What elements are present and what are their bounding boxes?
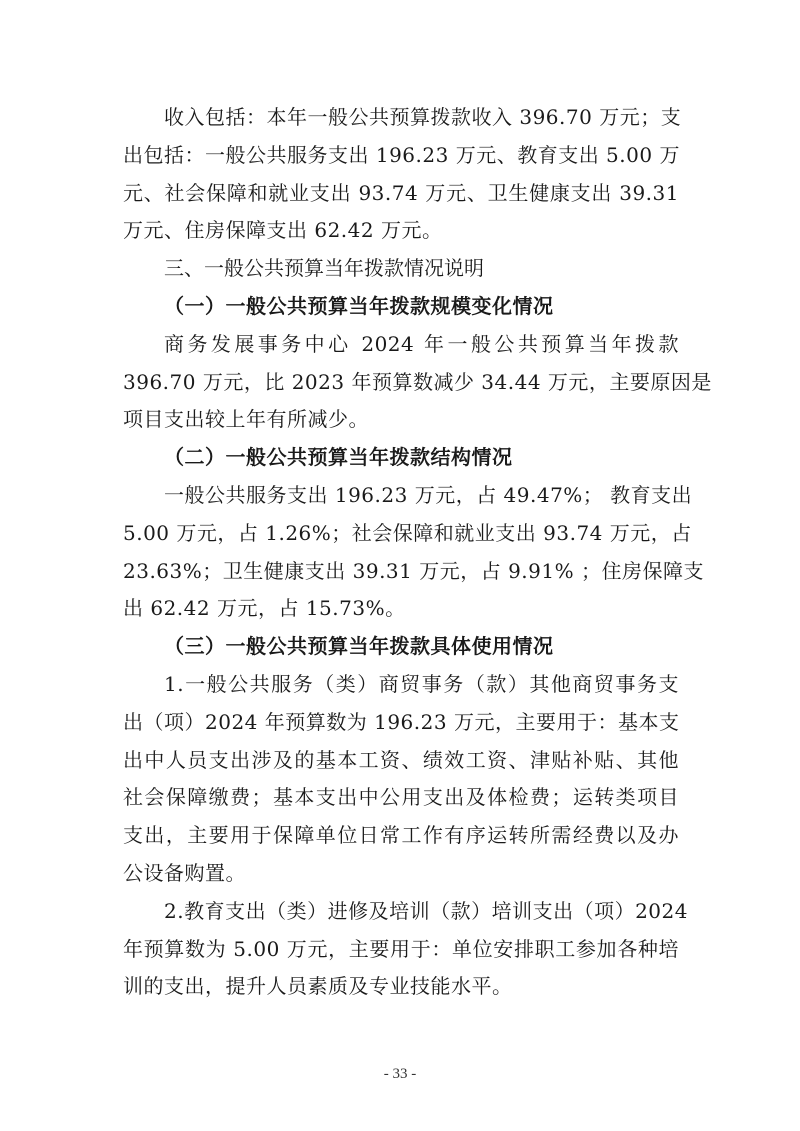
- section-heading-3: 三、一般公共预算当年拨款情况说明: [164, 256, 484, 281]
- paragraph-item1-line-4: 社会保障缴费；基本支出中公用支出及体检费；运转类项目: [123, 785, 679, 810]
- paragraph-item1-line-1: 1.一般公共服务（类）商贸事务（款）其他商贸事务支: [164, 671, 679, 696]
- paragraph-structure-line-2: 5.00 万元，占 1.26%；社会保障和就业支出 93.74 万元，占: [123, 520, 692, 545]
- subsection-heading-3: （三）一般公共预算当年拨款具体使用情况: [164, 634, 554, 659]
- paragraph-structure-line-3: 23.63%；卫生健康支出 39.31 万元，占 9.91% ；住房保障支: [123, 558, 704, 583]
- paragraph-item1-line-6: 公设备购置。: [123, 860, 246, 885]
- document-page: [123, 99, 712, 1006]
- paragraph-scale-line-2: 396.70 万元，比 2023 年预算数减少 34.44 万元，主要原因是: [123, 369, 712, 394]
- page-number: - 33 -: [383, 1066, 417, 1082]
- paragraph-scale-line-3: 项目支出较上年有所减少。: [123, 407, 369, 432]
- paragraph-item2-line-2: 年预算数为 5.00 万元，主要用于：单位安排职工参加各种培: [123, 936, 679, 961]
- paragraph-structure-line-1: 一般公共服务支出 196.23 万元，占 49.47%； 教育支出: [164, 482, 693, 507]
- paragraph-item1-line-2: 出（项）2024 年预算数为 196.23 万元，主要用于：基本支: [123, 709, 680, 734]
- paragraph-income-line-1: 收入包括：本年一般公共预算拨款收入 396.70 万元；支: [164, 105, 682, 129]
- paragraph-item2-line-3: 训的支出，提升人员素质及专业技能水平。: [123, 974, 513, 999]
- paragraph-item1-line-3: 出中人员支出涉及的基本工资、绩效工资、津贴补贴、其他: [123, 747, 679, 772]
- subsection-heading-2: （二）一般公共预算当年拨款结构情况: [164, 445, 513, 470]
- paragraph-scale-line-1: 商务发展事务中心 2024 年一般公共预算当年拨款: [164, 331, 679, 356]
- paragraph-item2-line-1: 2.教育支出（类）进修及培训（款）培训支出（项）2024: [164, 898, 688, 923]
- subsection-heading-1: （一）一般公共预算当年拨款规模变化情况: [164, 293, 554, 318]
- paragraph-income-line-4: 万元、住房保障支出 62.42 万元。: [123, 218, 443, 243]
- paragraph-structure-line-4: 出 62.42 万元，占 15.73%。: [123, 596, 406, 621]
- paragraph-income-line-3: 元、社会保障和就业支出 93.74 万元、卫生健康支出 39.31: [123, 180, 679, 205]
- paragraph-item1-line-5: 支出，主要用于保障单位日常工作有序运转所需经费以及办: [123, 823, 679, 848]
- paragraph-income-line-2: 出包括：一般公共服务支出 196.23 万元、教育支出 5.00 万: [123, 142, 680, 167]
